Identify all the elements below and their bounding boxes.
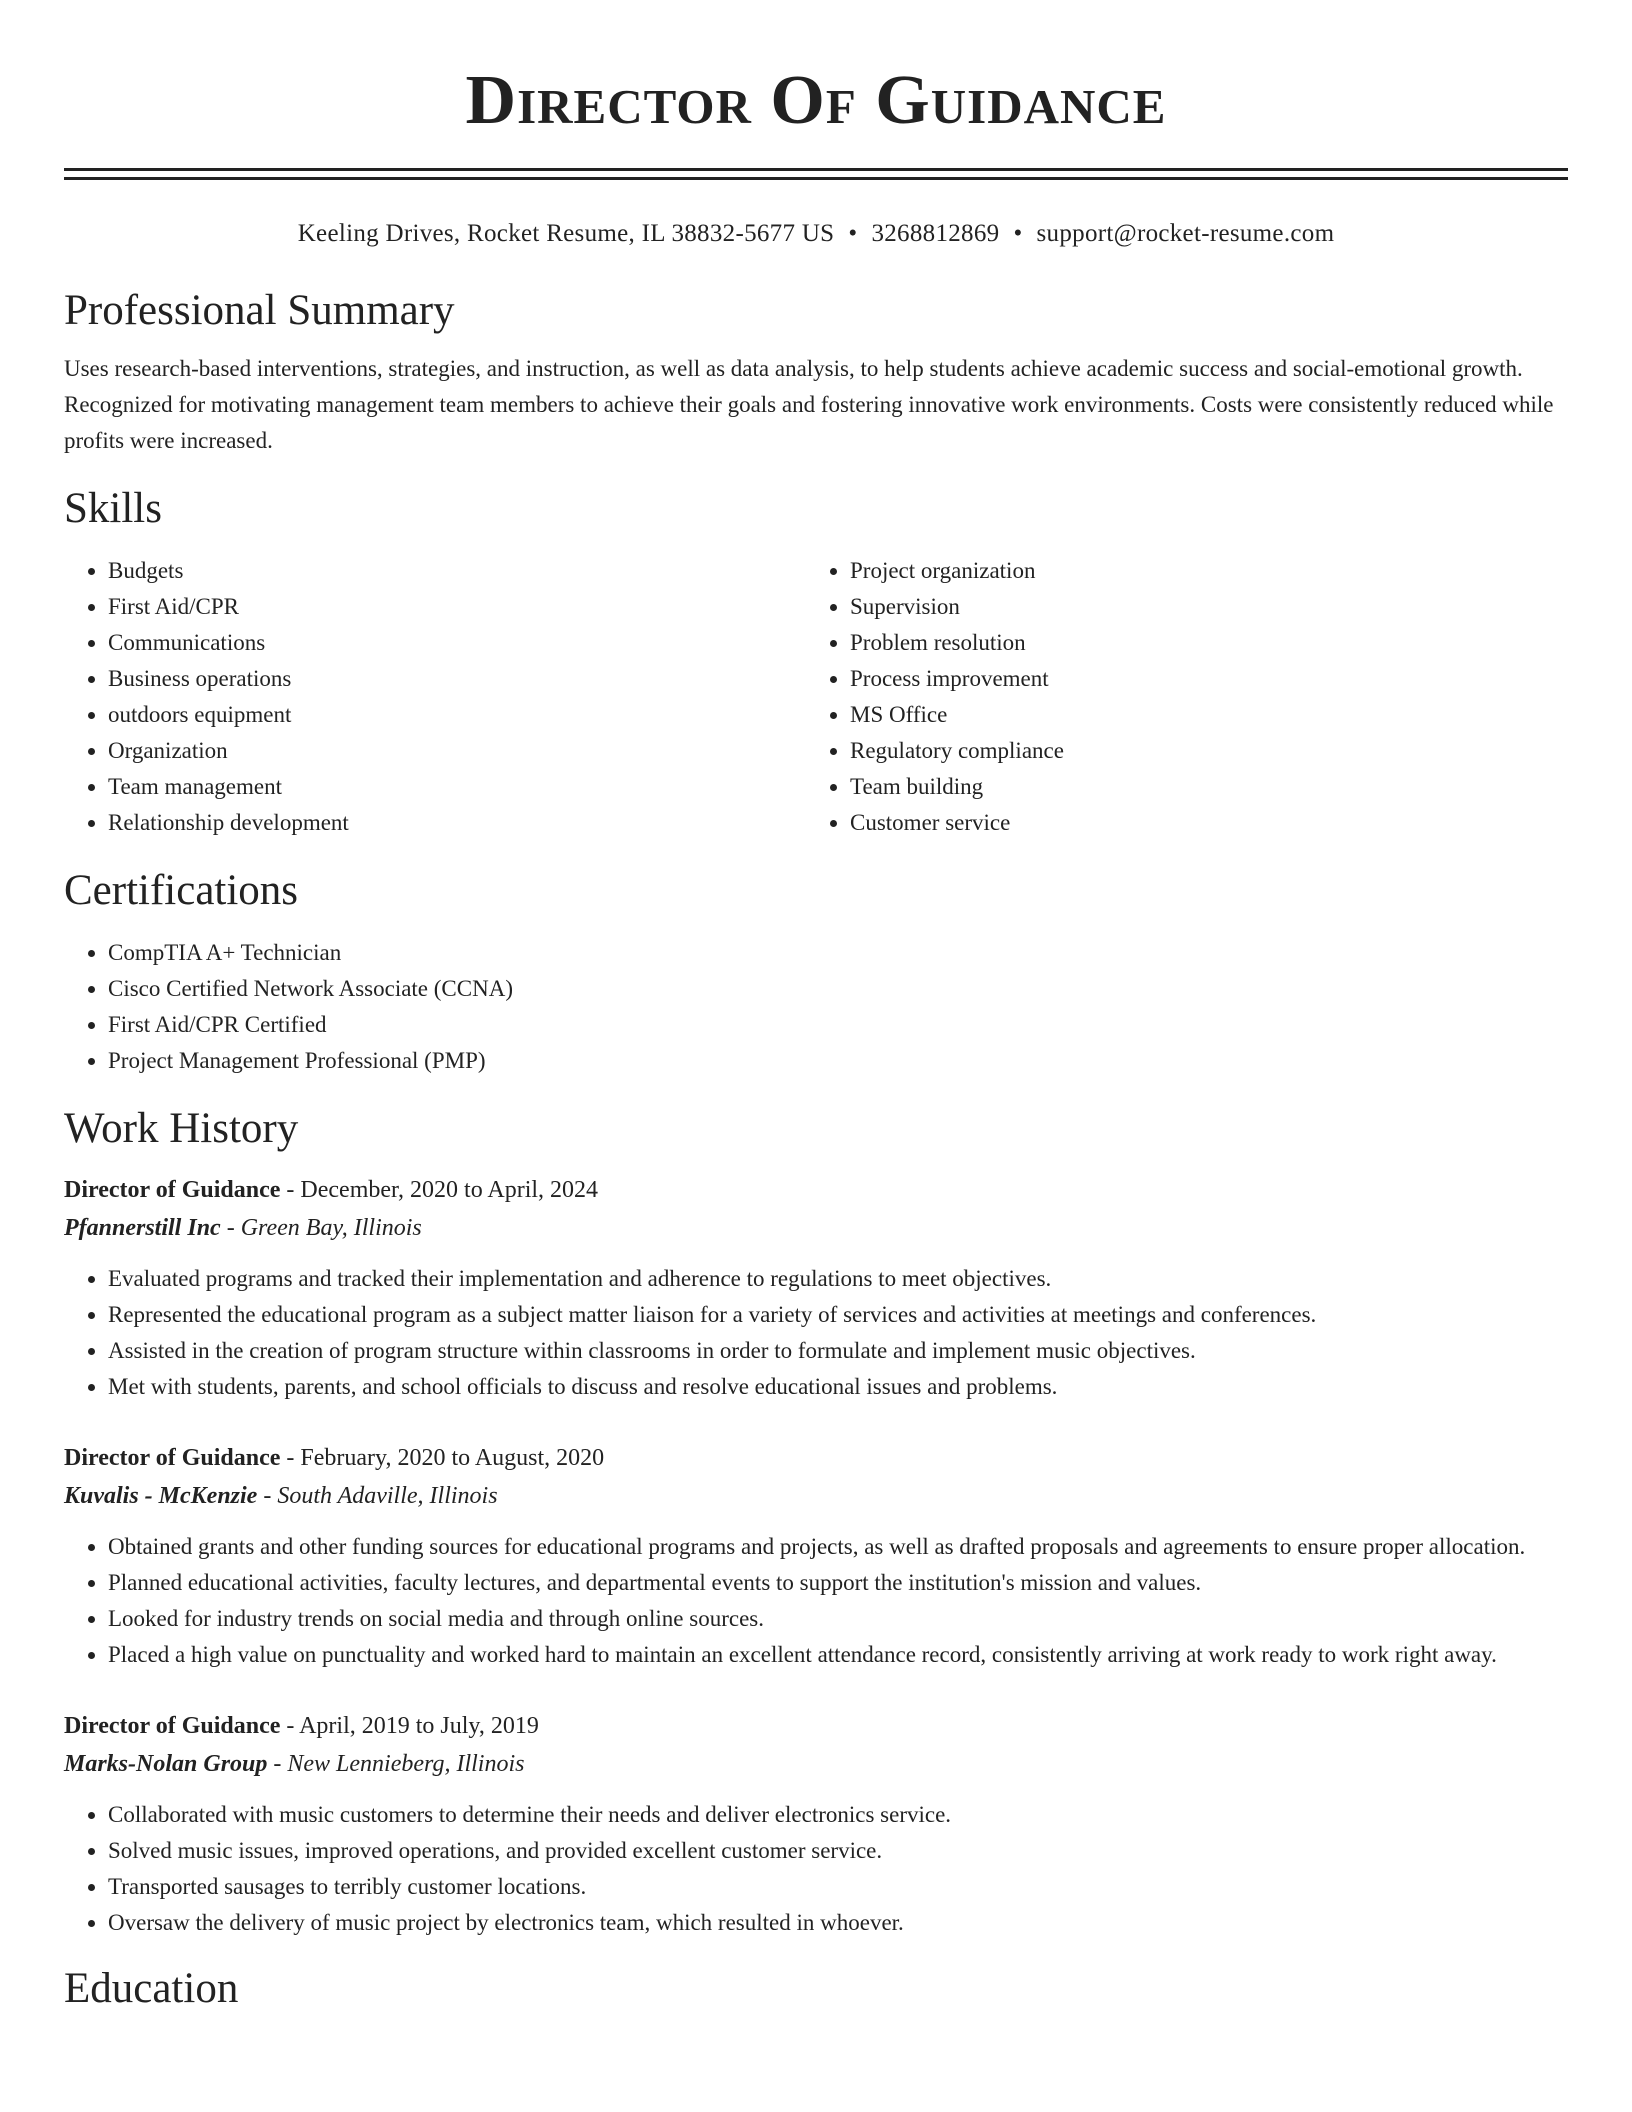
job-dates: - December, 2020 to April, 2024 — [280, 1177, 599, 1203]
skill-item: • Team building — [850, 769, 1548, 805]
job-company-line — [64, 1209, 1568, 1247]
section-heading-education: Education — [64, 1965, 239, 2012]
skill-item: • MS Office — [850, 697, 1548, 733]
job-bullet: • Met with students, parents, and school officials to discuss and resolve educational issues and problems. — [108, 1369, 1568, 1405]
job-dates: - February, 2020 to August, 2020 — [280, 1445, 605, 1471]
skill-item: • Process improvement — [850, 661, 1548, 697]
certifications-section — [64, 865, 1568, 1079]
job-bullet: • Looked for industry trends on social media and through online sources. — [108, 1601, 1568, 1637]
certification-item: • Project Management Professional (PMP) — [108, 1043, 1568, 1079]
section-heading-skills: Skills — [64, 485, 162, 532]
job-entry — [64, 1707, 1568, 1941]
section-heading-summary: Professional Summary — [64, 287, 455, 334]
job-location: - South Adaville, Illinois — [257, 1483, 498, 1509]
skill-item: • Customer service — [850, 805, 1548, 841]
work-history-section — [64, 1103, 1568, 1941]
header-rule-bottom — [64, 177, 1568, 180]
contact-email: support@rocket-resume.com — [1036, 220, 1335, 247]
job-bullet: • Solved music issues, improved operations, and provided excellent customer service. — [108, 1833, 1568, 1869]
job-dates: - April, 2019 to July, 2019 — [280, 1713, 539, 1739]
job-bullet: • Evaluated programs and tracked their implementation and adherence to regulations to meet objectives. — [108, 1261, 1568, 1297]
skill-item: • Communications — [108, 625, 806, 661]
job-title: Director of Guidance — [64, 1177, 281, 1203]
job-bullet: • Obtained grants and other funding sources for educational programs and projects, as well as drafted proposals and agreements to ensure proper allocation. — [108, 1529, 1568, 1565]
job-entry — [64, 1171, 1568, 1405]
skills-column-left — [64, 553, 806, 841]
skill-item: • outdoors equipment — [108, 697, 806, 733]
skills-column-right — [806, 553, 1548, 841]
skills-section — [64, 483, 1568, 841]
certifications-list — [64, 935, 1568, 1079]
job-company-line — [64, 1477, 1568, 1515]
skill-item: • Relationship development — [108, 805, 806, 841]
job-title-line — [64, 1707, 1568, 1745]
certification-item: • First Aid/CPR Certified — [108, 1007, 1568, 1043]
skill-item: • Team management — [108, 769, 806, 805]
skill-item: • Supervision — [850, 589, 1548, 625]
job-company-line — [64, 1745, 1568, 1783]
skill-item: • Problem resolution — [850, 625, 1548, 661]
contact-line — [64, 216, 1568, 252]
section-heading-certifications: Certifications — [64, 867, 299, 914]
job-company: Kuvalis - McKenzie — [64, 1483, 258, 1509]
education-section — [64, 1963, 1568, 2015]
job-location: - New Lennieberg, Illinois — [267, 1751, 525, 1777]
skill-item: • Project organization — [850, 553, 1548, 589]
header-rule-top — [64, 168, 1568, 171]
skill-item: • Organization — [108, 733, 806, 769]
contact-address: Keeling Drives, Rocket Resume, IL 38832-5677 US — [297, 220, 835, 247]
contact-separator: • — [848, 220, 858, 247]
contact-phone: 3268812869 — [871, 220, 1000, 247]
job-bullet: • Transported sausages to terribly customer locations. — [108, 1869, 1568, 1905]
skills-grid — [64, 553, 1568, 841]
job-bullet: • Oversaw the delivery of music project by electronics team, which resulted in whoever. — [108, 1905, 1568, 1941]
certification-item: • CompTIA A+ Technician — [108, 935, 1568, 971]
summary-text: Uses research-based interventions, strategies, and instruction, as well as data analysis, to help students achieve academic success and social-emotional growth. Recognized for motivating management team members to achieve their goals and fostering innovative work environments. Costs were consistently reduced while profits were increased. — [64, 356, 1554, 453]
job-title: Director of Guidance — [64, 1713, 281, 1739]
job-entry — [64, 1439, 1568, 1673]
skill-item: • Business operations — [108, 661, 806, 697]
job-bullets — [64, 1529, 1568, 1673]
job-location: - Green Bay, Illinois — [220, 1215, 422, 1241]
job-bullet: • Collaborated with music customers to determine their needs and deliver electronics service. — [108, 1797, 1568, 1833]
contact-separator: • — [1013, 220, 1023, 247]
job-bullets — [64, 1797, 1568, 1941]
job-bullet: • Planned educational activities, faculty lectures, and departmental events to support the institution's mission and values. — [108, 1565, 1568, 1601]
job-company: Marks-Nolan Group — [64, 1751, 268, 1777]
professional-summary-section — [64, 285, 1568, 459]
job-bullet: • Assisted in the creation of program structure within classrooms in order to formulate and implement music objectives. — [108, 1333, 1568, 1369]
job-bullet: • Represented the educational program as a subject matter liaison for a variety of services and activities at meetings and conferences. — [108, 1297, 1568, 1333]
resume-title: Director Of Guidance — [465, 62, 1167, 139]
job-company: Pfannerstill Inc — [64, 1215, 221, 1241]
skill-item: • Budgets — [108, 553, 806, 589]
job-title-line — [64, 1439, 1568, 1477]
job-title-line — [64, 1171, 1568, 1209]
job-title: Director of Guidance — [64, 1445, 281, 1471]
job-bullets — [64, 1261, 1568, 1405]
job-bullet: • Placed a high value on punctuality and worked hard to maintain an excellent attendance record, consistently arriving at work ready to work right away. — [108, 1637, 1568, 1673]
section-heading-work-history: Work History — [64, 1105, 299, 1152]
certification-item: • Cisco Certified Network Associate (CCNA) — [108, 971, 1568, 1007]
skill-item: • Regulatory compliance — [850, 733, 1548, 769]
skill-item: • First Aid/CPR — [108, 589, 806, 625]
